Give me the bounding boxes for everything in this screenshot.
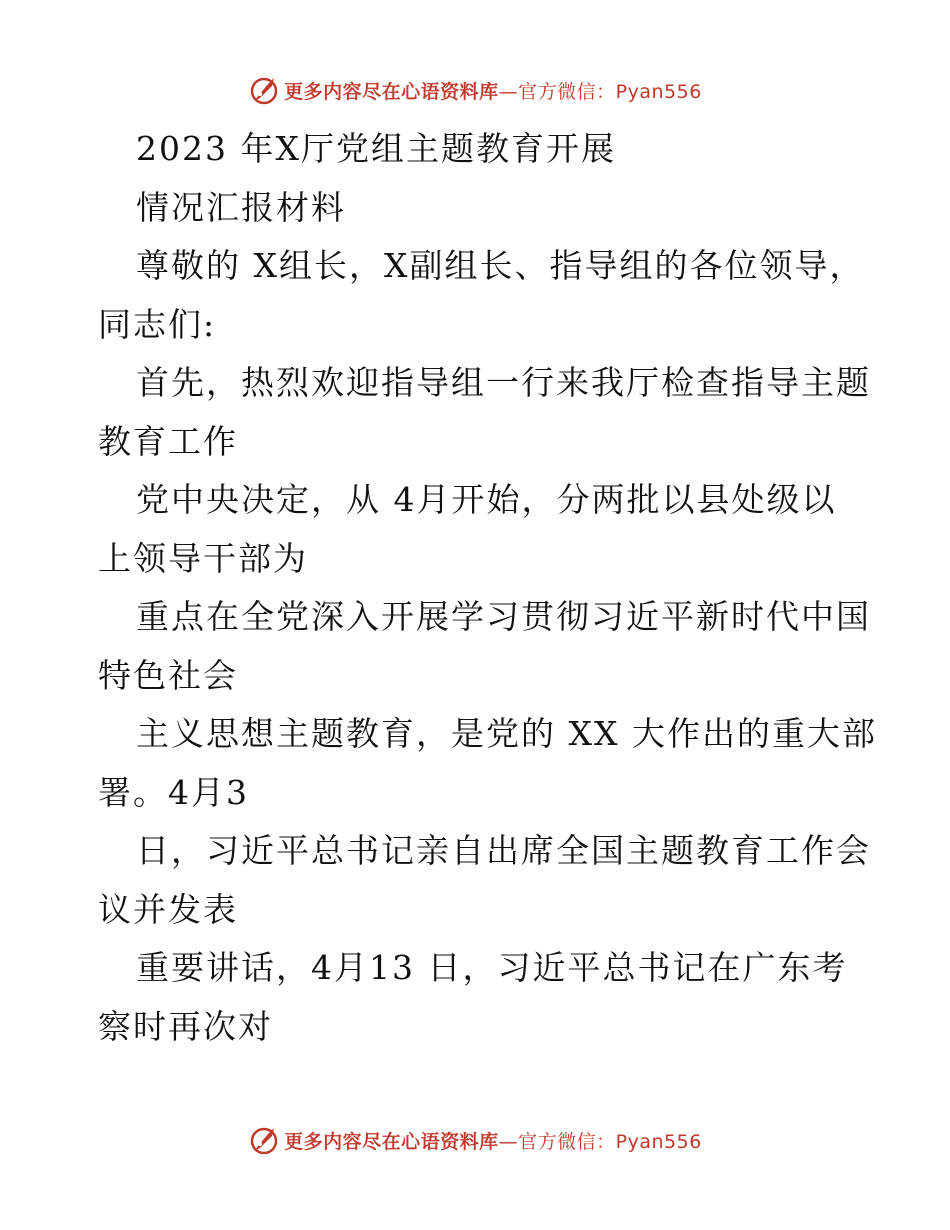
- paragraph-line: 教育工作: [98, 421, 238, 461]
- document-body: [98, 120, 877, 1056]
- paragraph-line: 情况汇报材料: [136, 187, 346, 227]
- paragraph-line: 议并发表: [98, 889, 238, 929]
- footer-watermark: [0, 1122, 950, 1158]
- paragraph-line: 察时再次对: [98, 1006, 273, 1046]
- paragraph-line: 同志们:: [98, 304, 217, 344]
- quill-pen-logo-icon: [248, 74, 280, 106]
- paragraph-line: 上领导干部为: [98, 538, 308, 578]
- paragraph-line: 特色社会: [98, 655, 238, 695]
- paragraph-line: 尊敬的 X组长，X副组长、指导组的各位领导，: [136, 246, 865, 285]
- paragraph-line: 2023 年X厅党组主题教育开展: [136, 129, 616, 168]
- paragraph-line: 党中央决定，从 4月开始，分两批以县处级以: [136, 480, 837, 519]
- paragraph-line: 重要讲话，4月13 日，习近平总书记在广东考: [136, 948, 848, 987]
- header-watermark: [0, 72, 950, 108]
- paragraph-line: 署。4月3: [98, 772, 249, 812]
- watermark-text: 更多内容尽在心语资料库—官方微信：Pyan556: [284, 80, 702, 103]
- paragraph-line: 日，习近平总书记亲自出席全国主题教育工作会: [136, 831, 871, 870]
- quill-pen-logo-icon: [248, 1124, 280, 1156]
- paragraph-line: 主义思想主题教育，是党的 XX 大作出的重大部: [136, 714, 877, 753]
- watermark-text: 更多内容尽在心语资料库—官方微信：Pyan556: [284, 1130, 702, 1153]
- paragraph-line: 首先，热烈欢迎指导组一行来我厅检查指导主题: [136, 363, 871, 402]
- paragraph-line: 重点在全党深入开展学习贯彻习近平新时代中国: [136, 597, 871, 636]
